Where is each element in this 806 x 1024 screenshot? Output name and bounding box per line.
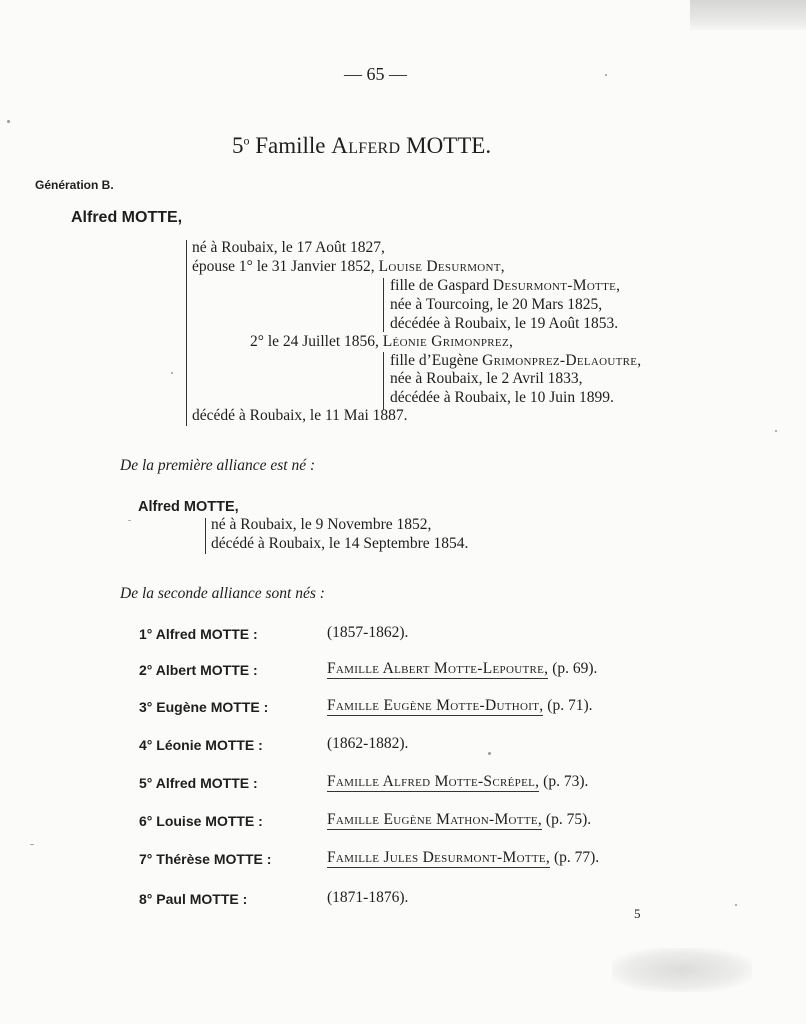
bio-bracket <box>186 240 187 426</box>
page-title <box>232 133 491 159</box>
speck <box>128 520 131 521</box>
title-ordinal-sup: o <box>243 133 250 148</box>
child-reference <box>327 849 599 867</box>
child-reference <box>327 811 591 829</box>
spouse1-name: Louise Desurmont, <box>378 258 505 275</box>
child-reference <box>327 889 408 907</box>
title-ordinal: 5 <box>232 133 244 158</box>
family-reference-link[interactable]: Famille Eugène Motte-Duthoit, <box>327 697 544 714</box>
page-reference: (p. 77). <box>550 849 600 866</box>
speck <box>735 904 737 906</box>
first-child-death-line: décédé à Roubaix, le 14 Septembre 1854. <box>211 535 469 552</box>
child-reference <box>327 773 588 791</box>
page-reference: (p. 71). <box>543 697 593 714</box>
lifespan-text: (1871-1876). <box>327 889 409 906</box>
title-first-name: Alferd <box>331 133 401 158</box>
page-reference: (p. 75). <box>542 811 592 828</box>
spouse1-father-text: fille de Gaspard <box>390 277 493 294</box>
spouse1-father-name: Desurmont-Motte, <box>492 277 621 294</box>
child-reference <box>327 624 408 642</box>
spouse2-bracket <box>383 352 384 410</box>
title-last-name: MOTTE. <box>406 133 492 158</box>
child-label: 6° Louise MOTTE : <box>139 813 263 829</box>
marriage1-line <box>192 258 505 276</box>
page-reference: (p. 73). <box>539 773 589 790</box>
speck <box>7 120 10 123</box>
death-line: décédé à Roubaix, le 11 Mai 1887. <box>192 407 408 424</box>
generation-label: Génération B. <box>35 178 114 192</box>
spouse2-birth-line: née à Roubaix, le 2 Avril 1833, <box>390 370 583 387</box>
child-label: 7° Thérèse MOTTE : <box>139 851 272 867</box>
page-number: — 65 — <box>344 64 407 84</box>
lifespan-text: (1862-1882). <box>327 735 409 752</box>
scan-smudge-bottom <box>612 948 752 992</box>
spouse1-death-line: décédée à Roubaix, le 19 Août 1853. <box>390 315 619 332</box>
speck <box>171 372 173 374</box>
marriage1-text: épouse 1° le 31 Janvier 1852, <box>192 258 379 275</box>
spouse2-father-name: Grimonprez-Delaoutre, <box>482 352 642 369</box>
spouse1-birth-line: née à Tourcoing, le 20 Mars 1825, <box>390 296 603 313</box>
child-label: 3° Eugène MOTTE : <box>139 699 269 715</box>
spouse2-father-line <box>390 352 641 370</box>
speck <box>30 844 34 845</box>
main-person-name: Alfred MOTTE, <box>71 209 183 226</box>
family-reference-link[interactable]: Famille Albert Motte-Lepoutre, <box>327 660 549 677</box>
child-reference <box>327 735 408 753</box>
lifespan-text: (1857-1862). <box>327 624 409 641</box>
footer-signature-mark: 5 <box>634 906 641 921</box>
speck <box>605 74 607 76</box>
first-child-birth-line: né à Roubaix, le 9 Novembre 1852, <box>211 516 432 533</box>
spouse2-death-line: décédée à Roubaix, le 10 Juin 1899. <box>390 389 614 406</box>
first-child-bracket <box>205 518 206 554</box>
child-reference <box>327 697 592 715</box>
birth-line: né à Roubaix, le 17 Août 1827, <box>192 239 385 256</box>
child-label: 8° Paul MOTTE : <box>139 891 248 907</box>
title-prefix: Famille <box>255 133 326 158</box>
first-alliance-heading: De la première alliance est né : <box>120 457 316 474</box>
family-reference-link[interactable]: Famille Alfred Motte-Scrépel, <box>327 773 540 790</box>
marriage2-line <box>250 333 513 351</box>
child-label: 2° Albert MOTTE : <box>139 662 258 678</box>
spouse1-father-line <box>390 277 620 295</box>
speck <box>775 430 777 432</box>
spouse2-name: Léonie Grimonprez, <box>382 333 514 350</box>
spouse1-bracket <box>383 278 384 332</box>
speck <box>488 752 491 755</box>
child-reference <box>327 660 597 678</box>
child-label: 1° Alfred MOTTE : <box>139 626 258 642</box>
family-reference-link[interactable]: Famille Jules Desurmont-Motte, <box>327 849 551 866</box>
first-alliance-child-name: Alfred MOTTE, <box>138 499 239 515</box>
marriage2-text: 2° le 24 Juillet 1856, <box>250 333 383 350</box>
child-label: 5° Alfred MOTTE : <box>139 775 258 791</box>
family-reference-link[interactable]: Famille Eugène Mathon-Motte, <box>327 811 543 828</box>
page-reference: (p. 69). <box>548 660 598 677</box>
scan-smudge-top <box>690 0 806 30</box>
child-label: 4° Léonie MOTTE : <box>139 737 263 753</box>
second-alliance-heading: De la seconde alliance sont nés : <box>120 585 325 602</box>
spouse2-father-text: fille d’Eugène <box>390 352 483 369</box>
